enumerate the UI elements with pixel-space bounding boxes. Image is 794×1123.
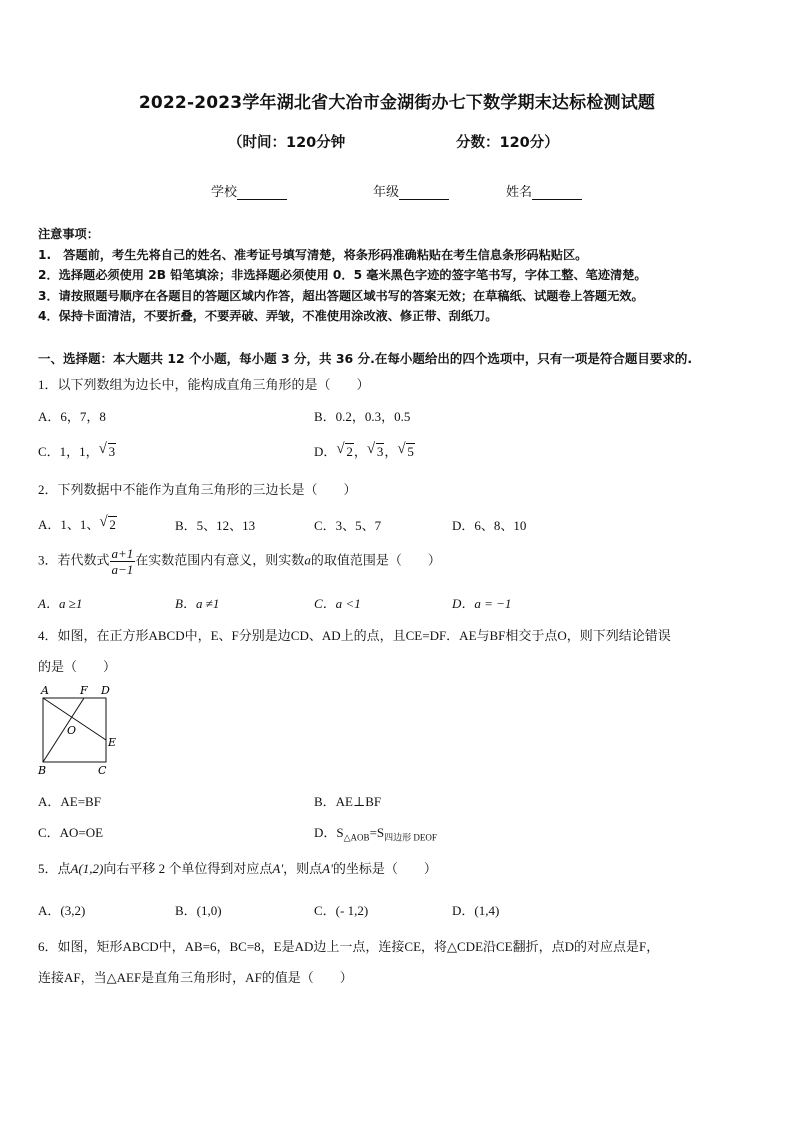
section-heading: 一、选择题：本大题共 12 个小题，每小题 3 分，共 36 分.在每小题给出的四个选项中，只有一项是符合题目要求的. — [38, 351, 693, 366]
time-label: （时间：120分钟 — [228, 135, 346, 151]
variable: a — [304, 552, 311, 568]
point-a-prime: A' — [272, 861, 284, 876]
q3-text-mid: 在实数范围内有意义，则实数 — [135, 552, 305, 568]
note-item: 1. 答题前，考生先将自己的姓名、准考证号填写清楚，将条形码准确粘贴在考生信息条形码粘贴区。 — [38, 248, 588, 262]
q3-text-post: 的取值范围是（ ） — [310, 552, 441, 568]
q2-option-d: D．6、8、10 — [452, 518, 527, 533]
separator: ， — [384, 444, 398, 459]
option-letter: D． — [452, 903, 475, 918]
q2-option-c: C．3、5、7 — [314, 518, 382, 533]
option-letter: C． — [314, 903, 336, 918]
label-f: F — [80, 684, 88, 697]
q5-stem — [38, 858, 437, 877]
q3-option-b: B．a ≠1 — [175, 596, 220, 611]
coordinate: (1,4) — [474, 903, 500, 918]
label-b: B — [38, 764, 47, 777]
q2-option-a — [38, 514, 117, 533]
label-d: D — [101, 684, 110, 697]
sqrt-icon — [397, 444, 415, 460]
note-item: 4．保持卡面清洁，不要折叠，不要弄破、弄皱，不准使用涂改液、修正带、刮纸刀。 — [38, 309, 498, 323]
q3-option-c: C．a <1 — [314, 596, 361, 611]
label-a: A — [41, 684, 49, 697]
segment-bf — [43, 698, 84, 762]
coordinate: (- 1,2) — [335, 903, 369, 918]
q5-text: 5．点 — [38, 861, 71, 876]
radicand: 5 — [407, 444, 414, 459]
q5-option-c — [314, 900, 368, 919]
q5-text: 向右平移 2 个单位得到对应点 — [103, 861, 273, 876]
point-a-prime: A' — [322, 861, 333, 876]
option-letter: A． — [38, 903, 61, 918]
q4-option-b: B．AE⊥BF — [314, 794, 382, 809]
q4-stem-line2: 的是（ ） — [38, 659, 117, 674]
label-e: E — [108, 736, 117, 749]
q1-option-c — [38, 441, 116, 460]
q4-option-c: C．AO=OE — [38, 825, 104, 840]
q5-text: 的坐标是（ ） — [332, 861, 437, 876]
sqrt-icon — [99, 444, 117, 460]
sqrt-icon — [336, 444, 354, 460]
q6-stem-line1: 6．如图，矩形ABCD中，AB=6，BC=8，E是AD边上一点，连接CE，将△CDE沿CE翻折，点D的对应点是F， — [38, 939, 660, 954]
q3-text-pre: 3．若代数式 — [38, 552, 110, 568]
radicand: 2 — [346, 444, 353, 459]
note-item: 3．请按照题号顺序在各题目的答题区域内作答，超出答题区域书写的答案无效；在草稿纸、试题卷上答题无效。 — [38, 289, 644, 303]
separator: ， — [353, 444, 367, 459]
q2-option-b: B．5、12、13 — [175, 518, 256, 533]
grade-field — [373, 181, 449, 200]
notes-heading: 注意事项： — [38, 227, 99, 241]
q1-option-d-text: D． — [314, 444, 337, 459]
label-c: C — [98, 764, 107, 777]
q2-option-a-text: A．1、1、 — [38, 517, 100, 532]
q5-option-b — [175, 900, 222, 919]
q1-option-b: B．0.2，0.3，0.5 — [314, 409, 411, 424]
q3-stem — [38, 546, 441, 577]
numerator: a+1 — [111, 546, 134, 561]
radicand: 3 — [108, 444, 116, 459]
square-diagram — [34, 682, 124, 778]
school-label: 学校 — [211, 185, 238, 200]
q4-option-a: A．AE=BF — [38, 794, 101, 809]
q5-option-d — [452, 900, 499, 919]
q4-stem-line1: 4．如图，在正方形ABCD中，E、F分别是边CD、AD上的点，且CE=DF．AE与BF相交于点O，则下列结论错误 — [38, 628, 671, 643]
point-a: A(1,2) — [70, 861, 104, 876]
radicand: 2 — [109, 517, 116, 532]
area-symbol: D．S — [314, 825, 344, 840]
q5-option-a — [38, 900, 85, 919]
school-field — [211, 181, 287, 200]
coordinate: (3,2) — [60, 903, 86, 918]
subscript: △AOB — [343, 832, 370, 843]
name-label: 姓名 — [506, 185, 533, 200]
sqrt-icon — [99, 517, 117, 533]
fraction — [110, 546, 136, 577]
sqrt-icon — [367, 444, 385, 460]
q6-stem-line2: 连接AF，当△AEF是直角三角形时，AF的值是（ ） — [38, 970, 353, 985]
grade-label: 年级 — [373, 185, 400, 200]
score-label: 分数：120分） — [456, 135, 559, 151]
q1-option-c-text: C．1，1， — [38, 444, 99, 459]
exam-title: 2022-2023学年湖北省大冶市金湖街办七下数学期末达标检测试题 — [138, 93, 656, 113]
school-blank — [237, 187, 287, 200]
q1-option-a: A．6，7，8 — [38, 409, 106, 424]
equals: =S — [369, 825, 385, 840]
denominator: a−1 — [111, 562, 134, 577]
name-field — [506, 181, 582, 200]
q4-option-d — [314, 822, 437, 844]
q3-option-d: D．a = −1 — [452, 596, 512, 611]
q2-stem: 2．下列数据中不能作为直角三角形的三边长是（ ） — [38, 482, 357, 497]
label-o: O — [67, 724, 77, 737]
name-blank — [532, 187, 582, 200]
q1-stem: 1．以下列数组为边长中，能构成直角三角形的是（ ） — [38, 377, 370, 392]
coordinate: (1,0) — [196, 903, 222, 918]
q1-option-d — [314, 441, 415, 460]
grade-blank — [399, 187, 449, 200]
option-letter: B． — [175, 903, 197, 918]
note-item: 2．选择题必须使用 2B 铅笔填涂；非选择题必须使用 0．5 毫米黑色字迹的签字笔书写，字体工整、笔迹清楚。 — [38, 268, 647, 282]
radicand: 3 — [376, 444, 384, 459]
q5-text: ，则点 — [283, 861, 323, 876]
q3-option-a: A．a ≥1 — [38, 596, 83, 611]
subscript: 四边形 DEOF — [384, 832, 437, 843]
